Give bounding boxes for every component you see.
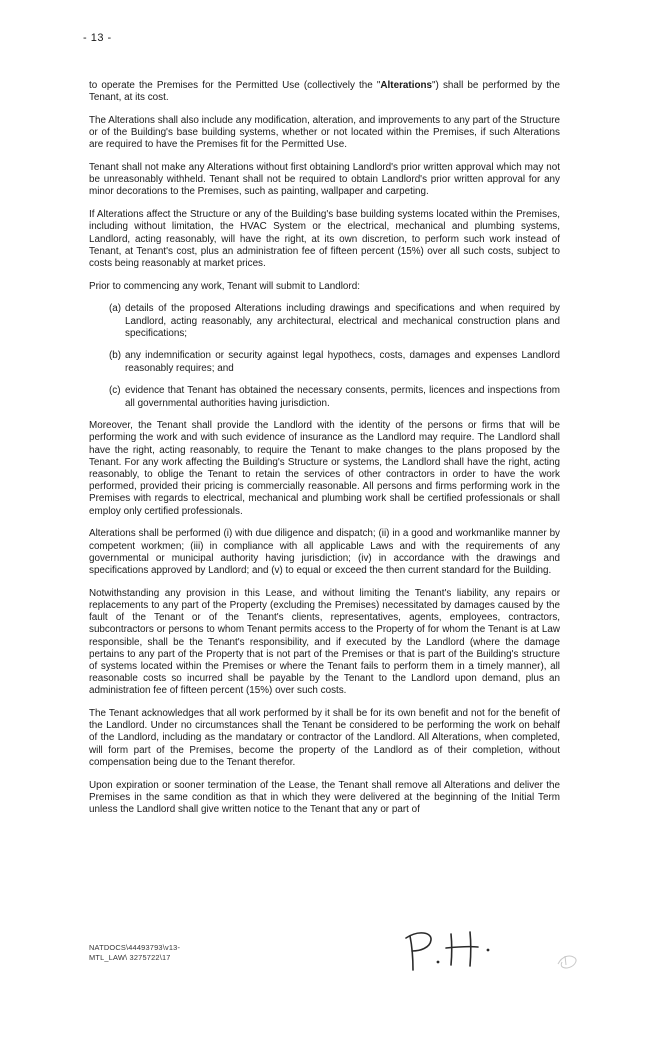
- doc-ref-line-2: MTL_LAW\ 3275722\17: [89, 952, 171, 962]
- paragraph-text: to operate the Premises for the Permitted Use (collectively the ": [89, 80, 381, 91]
- paragraph-structure-work: If Alterations affect the Structure or any of the Building's base building systems located within the Premises, including without limitation, the HVAC System or the electrical, mechanical and plumbing systems, Landlord, acting reasonably, will have the right, at its own discretion, to perform such work instead of Tenant, at Tenant's cost, plus an administration fee of fifteen percent (15%) over all such costs, subject to costs being reasonably at market prices.: [89, 209, 560, 269]
- signature-stroke: [437, 961, 440, 964]
- document-reference-footer: [89, 943, 180, 962]
- paragraph-text: ") shall be performed by the Tenant, at its cost.: [89, 80, 561, 104]
- list-item-text: any indemnification or security against legal hypothecs, costs, damages and expenses Landlord reasonably requires; and: [125, 350, 560, 374]
- list-marker: (a): [109, 303, 122, 315]
- list-item: [109, 350, 560, 374]
- list-item: [109, 303, 560, 340]
- paragraph-alterations-scope: The Alterations shall also include any modification, alteration, and improvements to any part of the Structure or of the Building's base building systems, whether or not located within the Premises, if such Alterations are required to have the Premises fit for the Permitted Use.: [89, 114, 560, 151]
- document-body: [89, 80, 560, 827]
- signature-stroke: [406, 933, 431, 951]
- list-item-text: details of the proposed Alterations including drawings and specifications and when required by Landlord, acting reasonably, any architectural, electrical and mechanical construction plans and specifications;: [125, 303, 560, 339]
- handwritten-initials-signature: [396, 918, 506, 978]
- list-marker: (c): [109, 385, 121, 397]
- paragraph-contractor-identity: Moreover, the Tenant shall provide the Landlord with the identity of the persons or firms that will be performing the work and with such evidence of insurance as the Landlord may require. The Landlord shall have the right, acting reasonably, to require the Tenant to make changes to the plans proposed by the Tenant. For any work affecting the Building's Structure or systems, the Landlord shall have the right, acting reasonably, to oblige the Tenant to retain the services of other contractors in order to have the work performed, provided their pricing is commercially reasonable. All persons and firms performing work in the Premises with regards to electrical, mechanical and plumbing work shall be certified professionals or shall employ only certified professionals.: [89, 420, 560, 517]
- page-number: - 13 -: [83, 32, 112, 44]
- signature-stroke: [487, 949, 490, 952]
- signature-stroke: [451, 934, 452, 965]
- list-item: [109, 385, 560, 409]
- submission-list: [89, 303, 560, 409]
- faint-stamp-mark-icon: [554, 950, 580, 972]
- paragraph-prior-submission: Prior to commencing any work, Tenant will submit to Landlord:: [89, 280, 360, 292]
- paragraph-performance-standards: Alterations shall be performed (i) with due diligence and dispatch; (ii) in a good and workmanlike manner by competent workmen; (iii) in compliance with all applicable Laws and with the requirements of any governmental or municipal authority having jurisdiction; (iv) in accordance with the drawings and specifications approved by Landlord; and (v) to equal or exceed the then current standard for the Building.: [89, 528, 560, 576]
- paragraph-damage-repairs: Notwithstanding any provision in this Lease, and without limiting the Tenant's liability, any repairs or replacements to any part of the Property (excluding the Premises) necessitated by damages caused by the fault of the Tenant or of the Tenant's clients, representatives, agents, employees, contractors, subcontractors or persons to whom Tenant permits access to the Property of for whom the Tenant is at Law responsible, shall be the Tenant's responsibility, and if executed by the Landlord (where the damage pertains to any part of the Property that is not part of the Premises or that is part of the Building's structure of systems located within the Premises or where the Tenant fails to perform them in a timely manner), all reasonable costs so incurred shall be payable by the Tenant to the Landlord upon demand, plus an administration fee of fifteen percent (15%) over such costs.: [89, 587, 560, 697]
- list-marker: (b): [109, 350, 122, 362]
- paragraph-landlord-approval: Tenant shall not make any Alterations without first obtaining Landlord's prior written approval which may not be unreasonably withheld. Tenant shall not be required to obtain Landlord's prior written approval for any minor decorations to the Premises, such as painting, wallpaper and carpeting.: [89, 162, 560, 198]
- list-item-text: evidence that Tenant has obtained the necessary consents, permits, licences and inspections from all governmental authorities having jurisdiction.: [125, 385, 560, 409]
- signature-stroke: [446, 947, 478, 948]
- defined-term-alterations: Alterations: [380, 80, 433, 91]
- signature-stroke: [470, 932, 471, 966]
- paragraph-alterations-definition: [89, 80, 560, 104]
- paragraph-tenant-benefit: The Tenant acknowledges that all work performed by it shall be for its own benefit and not for the benefit of the Landlord. Under no circumstances shall the Tenant be considered to be performing the work on behalf of the Landlord, including as the mandatary or contractor of the Landlord. All Alterations, when completed, will form part of the Premises, become the property of the Landlord as of their completion, without compensation being due to the Tenant therefor.: [89, 708, 560, 768]
- paragraph-removal-on-termination: Upon expiration or sooner termination of the Lease, the Tenant shall remove all Alterations and deliver the Premises in the same condition as that in which they were delivered at the beginning of the Initial Term unless the Landlord shall give written notice to the Tenant that any or part of: [89, 779, 560, 815]
- signature-stroke: [410, 936, 413, 970]
- doc-ref-line-1: NATDOCS\44493793\v13-: [89, 943, 181, 952]
